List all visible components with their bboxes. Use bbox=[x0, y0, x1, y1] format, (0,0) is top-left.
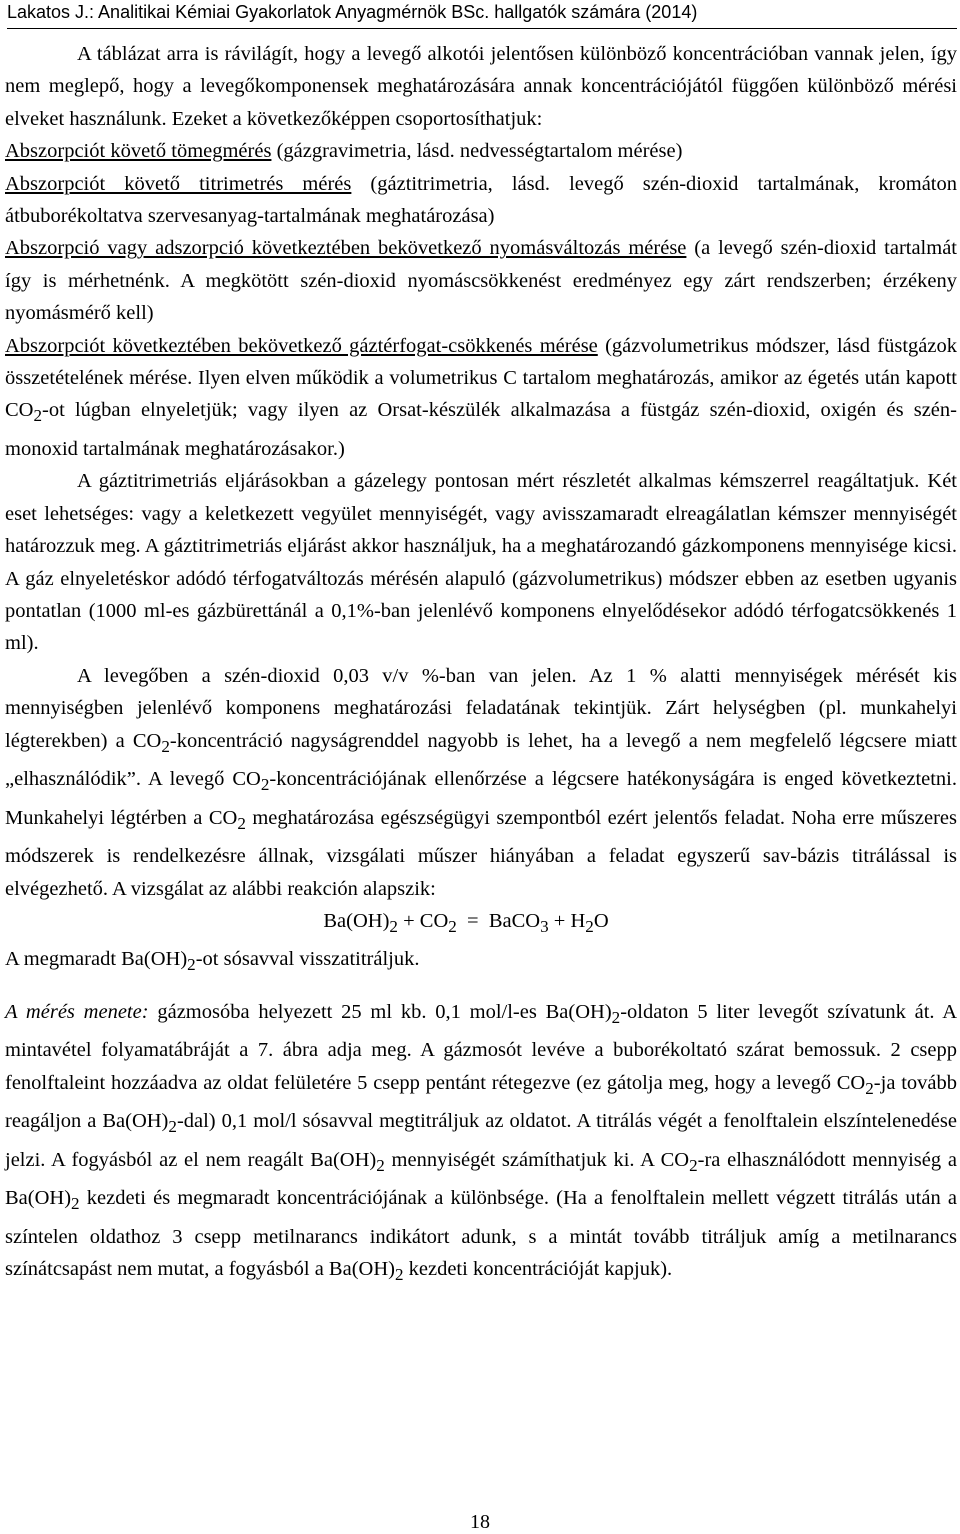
paragraph-gap bbox=[5, 982, 957, 996]
method-item-gravimetry: Abszorpciót követő tömegmérés (gázgravimetria, lásd. nedvességtartalom mérése) bbox=[5, 140, 683, 163]
method-title: Abszorpció vagy adszorpció következtében bekövetkező nyomásváltozás mérése bbox=[5, 237, 687, 260]
method-item-volumetry: Abszorpciót következtében bekövetkező gáztérfogat-csökkenés mérése (gázvolumetrikus módszer, lásd füstgázok összetételének mérése. Ilyen elven működik a volumetrikus C tartalom meghatározás, amikor az égetés után kapott $CO_2-ot$ lúgban elnyeletjük; vagy ilyen az Orsat-készülék alkalmazása a füstgáz szén-dioxid, oxigén és szén-monoxid tartalmának meghatározásakor.) bbox=[5, 334, 957, 460]
paragraph-co2-background: A levegőben a szén-dioxid 0,03 v/v %-ban van jelen. Az 1 % alatti mennyiségek mérését kis mennyiségben jelenlévő komponens meghatározási feladatának tekintjük. Zárt helységben (pl. munkahelyi légterekben) a $CO_2$-koncentráció nagyságrenddel nagyobb is lehet, ha a levegő a nem megfelelő légcsere miatt „elhasználódik”. A levegő $CO_2$-koncentrációjának ellenőrzése a légcsere hatékonyságára is enged következtetni. Munkahelyi légtérben a $CO_2$ meghatározása egészségügyi szempontból ezért jelentős feladat. Noha erre műszeres módszerek is rendelkezésre állnak, vizsgálati műszer hiányában a feladat egyszerű sav-bázis titrálással is elvégezhető. A vizsgálat az alábbi reakción alapszik: bbox=[5, 664, 958, 900]
paragraph-gas-titrimetry: A gáztitrimetriás eljárásokban a gázelegy pontosan mért részletét alkalmas kémszerrel reagáltatjuk. Két eset lehetséges: vagy a keletkezett vegyület mennyiségét, vagy avisszamaradt elreagálatlan kémszer mennyiségét határozzuk meg. A gáztitrimetriás eljárást akkor használjuk, ha a meghatározandó gázkomponens mennyisége kicsi. A gáz elnyeletéskor adódó térfogatváltozás mérésén alapuló (gázvolumetrikus) módszer ebben az esetben ugyanis pontatlan (1000 ml-es gázbürettánál a 0,1%-ban jelenlévő komponens elnyelődésekor adódó térfogatcsökkenés 1 ml). bbox=[5, 470, 957, 655]
method-item-titrimetry: Abszorpciót követő titrimetrés mérés (gáztitrimetria, lásd. levegő szén-dioxid tartalmának, kromáton átbuborékoltatva szervesanyag-tartalmának meghatározása) bbox=[5, 172, 957, 228]
method-title: Abszorpciót következtében bekövetkező gáztérfogat-csökkenés mérése bbox=[5, 334, 598, 357]
method-item-pressure: Abszorpció vagy adszorpció következtében bekövetkező nyomásváltozás mérése (a levegő szén-dioxid tartalmát így is mérhetnénk. A megkötött szén-dioxid nyomáscsökkenést eredményez egy zárt rendszerben; érzékeny nyomásmérő kell) bbox=[5, 237, 957, 325]
method-title: Abszorpciót követő tömegmérés bbox=[5, 140, 272, 163]
paragraph-back-titration: A megmaradt $Ba(OH)_2-ot$ sósavval visszatitráljuk. bbox=[5, 948, 420, 975]
procedure-label: A mérés menete: bbox=[5, 1000, 149, 1023]
header-text: Lakatos J.: Analitikai Kémiai Gyakorlatok Anyagmérnök BSc. hallgatók számára (2014) bbox=[7, 2, 698, 22]
method-title: Abszorpciót követő titrimetrés mérés bbox=[5, 172, 352, 195]
paragraph-intro: A táblázat arra is rávilágít, hogy a levegő alkotói jelentősen különböző koncentrációban vannak jelen, így nem meglepő, hogy a levegőkomponensek meghatározására annak koncentrációjától függően különböző mérési elveket használunk. Ezeket a következőképpen csoportosíthatjuk: bbox=[5, 43, 957, 130]
paragraph-procedure: A mérés menete: gázmosóba helyezett 25 ml kb. 0,1 mol/l-es $Ba(OH)_2$-oldaton 5 liter levegőt szívatunk át. A mintavétel folyamatábráját a 7. ábra adja meg. A gázmosót levéve a buborékoltató szárat bemossuk. 2 csepp fenolftaleint hozzáadva az oldat felületére 5 csepp pentánt rétegezve (ez gátolja meg, hogy a levegő $CO_2-ja$ tovább reagáljon a $Ba(OH)_2-dal$) 0,1 mol/l sósavval megtitráljuk az oldatot. A titrálás végét a fenolftalein elszíntelenedése jelzi. A fogyásból az el nem reagált $Ba(OH)_2$ mennyiségét számíthatjuk ki. A $CO_2-ra$ elhasználódott mennyiség a $Ba(OH)_2$ kezdeti és megmaradt koncentrációjának a különbsége. (Ha a fenolftalein mellett végzett titrálás után a színtelen oldathoz 3 csepp metilnarancs indikátort adunk, s a mintát tovább titráljuk amíg a metilnarancs színátcsapást nem mutat, a fogyásból a $Ba(OH)_2$ kezdeti koncentrációját kapjuk). bbox=[5, 1000, 958, 1285]
running-header bbox=[7, 0, 957, 29]
document-body bbox=[5, 38, 957, 1292]
page-number: 18 bbox=[470, 1511, 490, 1533]
reaction-equation: $Ba(OH)_2 + CO_2$ = BaCO$_3$ + $H_2O$ bbox=[323, 909, 609, 937]
